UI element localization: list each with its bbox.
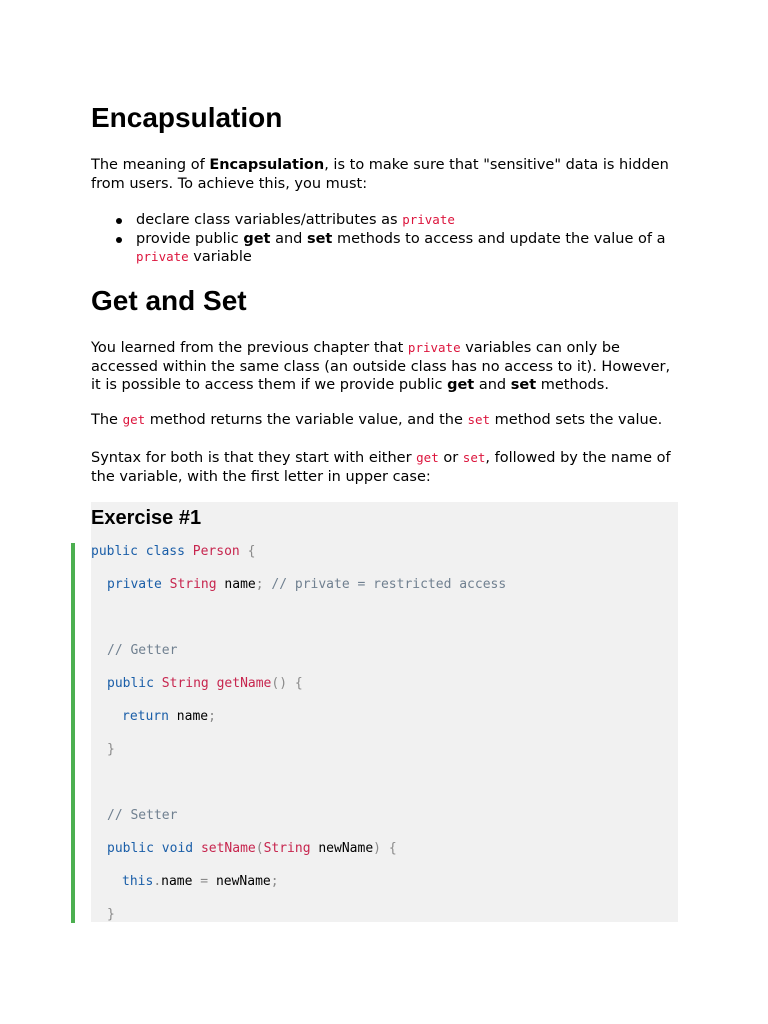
inline-code: set <box>462 450 486 465</box>
list-item-text: declare class variables/attributes as <box>136 212 403 228</box>
code-token: String <box>263 841 311 856</box>
code-comment: // private = restricted access <box>271 577 507 592</box>
code-token: ( <box>255 841 264 856</box>
code-token: name <box>161 874 193 889</box>
bullet-icon <box>116 218 122 224</box>
paragraph-private-access <box>91 339 681 395</box>
code-token: String <box>161 676 209 691</box>
code-token: getName <box>216 676 272 691</box>
code-token: { <box>247 544 256 559</box>
example-title: Exercise #1 <box>91 507 202 529</box>
code-token: public <box>91 544 138 559</box>
heading-get-and-set: Get and Set <box>91 285 247 316</box>
inline-code: get <box>416 450 439 465</box>
code-token: name <box>224 577 256 592</box>
code-line <box>107 741 115 759</box>
code-line <box>107 840 397 858</box>
code-token: Person <box>192 544 240 559</box>
code-token: this <box>122 874 154 889</box>
code-line <box>107 642 177 660</box>
paragraph-text: or <box>438 450 463 466</box>
code-line <box>122 873 279 891</box>
paragraph-text: method sets the value. <box>490 412 663 428</box>
bold-term: set <box>306 230 333 247</box>
code-token: . <box>153 874 162 889</box>
code-token: name <box>176 709 209 724</box>
code-token: { <box>388 841 397 856</box>
intro-bold-term: Encapsulation <box>209 157 325 173</box>
code-token: } <box>107 907 115 922</box>
code-token: String <box>169 577 217 592</box>
code-token: class <box>145 544 185 559</box>
inline-code: private <box>407 340 461 355</box>
paragraph-text: The <box>91 412 123 428</box>
intro-text: The meaning of <box>91 157 210 173</box>
code-token: private <box>107 577 162 592</box>
code-token: = <box>200 874 209 889</box>
code-token: return <box>122 709 169 724</box>
bullet-icon <box>116 237 122 243</box>
code-comment: // Getter <box>107 643 178 658</box>
code-token: newName <box>318 841 374 856</box>
code-line <box>122 708 216 726</box>
list-item-text: variable <box>188 249 252 265</box>
bold-term: get <box>447 377 475 393</box>
inline-code: private <box>402 212 455 227</box>
code-token: ) <box>373 841 381 856</box>
inline-code: get <box>122 412 146 427</box>
code-token: ; <box>270 874 279 889</box>
paragraph-text: method returns the variable value, and the <box>145 412 468 428</box>
code-line <box>107 675 303 693</box>
code-token: newName <box>215 874 271 889</box>
code-token: setName <box>200 841 256 856</box>
requirements-list <box>113 211 673 267</box>
paragraph-text: and <box>474 377 511 393</box>
heading-encapsulation: Encapsulation <box>91 102 283 133</box>
list-item <box>113 230 673 267</box>
code-comment: // Setter <box>107 808 178 823</box>
code-token: () <box>271 676 288 691</box>
list-item-text: provide public <box>136 230 244 247</box>
paragraph-text: methods. <box>536 377 609 393</box>
code-line <box>107 576 506 594</box>
code-token: } <box>107 742 115 757</box>
code-token: { <box>294 676 303 691</box>
list-item <box>113 211 673 230</box>
code-token: void <box>161 841 194 856</box>
code-token: ; <box>208 709 216 724</box>
paragraph-text: variables can only be accessed within the same class (an outside class has no access to it). However, it is possible to access them if we provide public <box>91 340 671 393</box>
list-item-text: methods to access and update the value of a <box>332 230 666 247</box>
paragraph-text: Syntax for both is that they start with either <box>91 450 417 466</box>
paragraph-syntax <box>91 449 681 486</box>
code-token: public <box>107 676 154 691</box>
code-accent-bar <box>71 543 75 923</box>
list-item-text: and <box>270 230 307 247</box>
paragraph-text: You learned from the previous chapter that <box>91 340 408 356</box>
inline-code: set <box>467 412 491 427</box>
bold-term: set <box>510 377 537 393</box>
code-line <box>107 807 177 825</box>
intro-text-rest: , is to make sure that "sensitive" data is hidden from users. To achieve this, you must: <box>91 157 669 192</box>
inline-code: private <box>136 249 189 264</box>
intro-paragraph <box>91 156 681 193</box>
code-line <box>107 906 115 924</box>
code-line <box>91 543 255 561</box>
code-token: public <box>107 841 154 856</box>
bold-term: get <box>243 230 271 247</box>
paragraph-text: , followed by the name of the variable, with the first letter in upper case: <box>91 450 671 485</box>
code-token: ; <box>255 577 264 592</box>
paragraph-get-method <box>91 411 681 430</box>
